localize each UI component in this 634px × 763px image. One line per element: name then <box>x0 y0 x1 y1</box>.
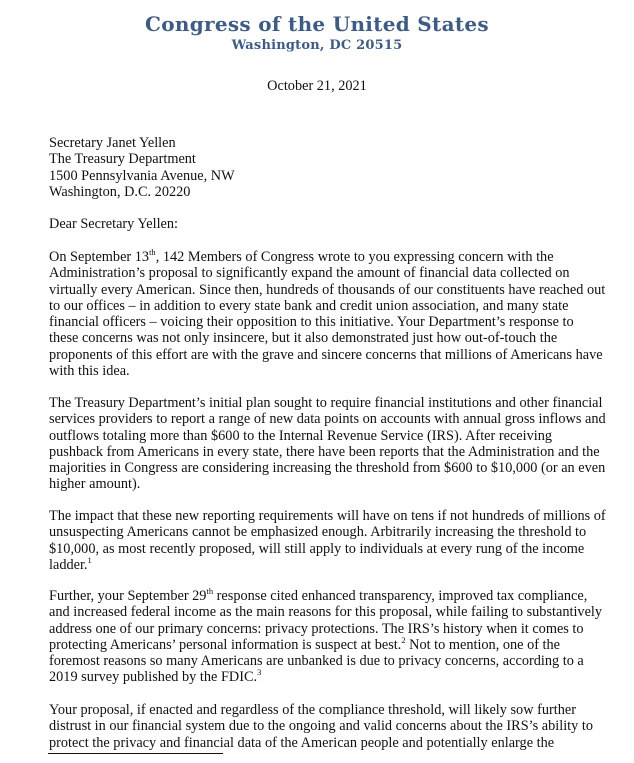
paragraph-line: higher amount). <box>49 476 141 493</box>
recipient-line: The Treasury Department <box>49 151 196 168</box>
letterhead-subtitle: Washington, DC 20515 <box>231 38 403 53</box>
paragraph-line: protect the privacy and financial data of the American people and potentially enlarge the <box>49 734 555 751</box>
paragraph-line: Administration’s proposal to significantly expand the amount of financial data collected on <box>49 265 570 282</box>
paragraph-line: 2019 survey published by the FDIC.$^3$ <box>49 667 262 686</box>
paragraph-4 <box>49 588 609 686</box>
paragraph-line: The Treasury Department’s initial plan sought to require financial institutions and other financial <box>49 395 603 411</box>
paragraph-line: foremost reasons so many Americans are unbanked is due to privacy concerns, according to a <box>49 653 584 670</box>
paragraph-2 <box>49 395 609 493</box>
paragraph-line: unsuspecting Americans cannot be emphasized enough. Arbitrarily increasing the threshold to <box>49 524 587 541</box>
letterhead-title: Congress of the United States <box>145 12 489 36</box>
paragraph-line: Your proposal, if enacted and regardless of the compliance threshold, will likely sow further <box>49 702 576 718</box>
ordinal-suffix: th <box>149 247 156 258</box>
letter-date: October 21, 2021 <box>267 78 367 94</box>
paragraph-3 <box>49 508 609 573</box>
paragraph-line: financial officers – voicing their opposition to this initiative. Your Department’s response to <box>49 314 574 331</box>
paragraph-line: protecting Americans’ personal information is suspect at best.$^2$ Not to mention, one of the <box>49 635 561 653</box>
paragraph-line: these concerns was not only insincere, but it also demonstrated just how out-of-touch the <box>49 330 558 347</box>
paragraph-line: services providers to report a range of new data points on accounts with annual gross inflows and <box>49 411 606 428</box>
ordinal-suffix: th <box>206 586 214 597</box>
paragraph-line: with this idea. <box>49 363 130 380</box>
footnote-divider <box>48 753 223 754</box>
paragraph-line: pushback from Americans in every state, there have been reports that the Administration and the <box>49 443 600 460</box>
paragraph-line: Further, your September 29th response cited enhanced transparency, improved tax compliance, <box>49 586 588 604</box>
recipient-address <box>49 135 609 200</box>
paragraph-line: $10,000, as most recently proposed, will still apply to individuals at every rung of the income <box>49 540 585 557</box>
paragraph-line: ladder.$^1$ <box>49 555 92 573</box>
paragraph-line: The impact that these new reporting requirements will have on tens if not hundreds of millions of <box>49 508 606 524</box>
paragraph-line: distrust in our financial system due to the ongoing and valid concerns about the IRS’s ability to <box>49 718 593 735</box>
paragraph-1 <box>49 249 609 379</box>
footnote-ref-2: 2 <box>401 635 406 646</box>
paragraph-line: to our offices – in addition to every state bank and credit union association, and many state <box>49 297 569 314</box>
paragraph-line: virtually every American. Since then, hundreds of thousands of our constituents have reached out <box>49 281 606 298</box>
salutation: Dear Secretary Yellen: <box>49 216 179 232</box>
paragraph-line: address one of our primary concerns: privacy protections. The IRS’s history when it comes to <box>49 620 584 637</box>
footnote-ref-1: 1 <box>87 555 92 566</box>
paragraph-line: and increased federal income as the main reasons for this proposal, while failing to substantively <box>49 604 603 621</box>
paragraph-line: outflows totaling more than $600 to the Internal Revenue Service (IRS). After receiving <box>49 427 553 444</box>
footnote-ref-3: 3 <box>257 667 262 678</box>
paragraph-line: proponents of this effort are with the grave and sincere concerns that millions of Americans have <box>49 346 603 363</box>
paragraph-5 <box>49 702 609 751</box>
recipient-line: Secretary Janet Yellen <box>49 135 176 151</box>
paragraph-line: majorities in Congress are considering increasing the threshold from $600 to $10,000 (or an even <box>49 460 606 477</box>
recipient-line: 1500 Pennsylvania Avenue, NW <box>49 167 235 184</box>
recipient-line: Washington, D.C. 20220 <box>49 183 191 200</box>
paragraph-line: On September 13th, 142 Members of Congress wrote to you expressing concern with the <box>49 247 554 265</box>
